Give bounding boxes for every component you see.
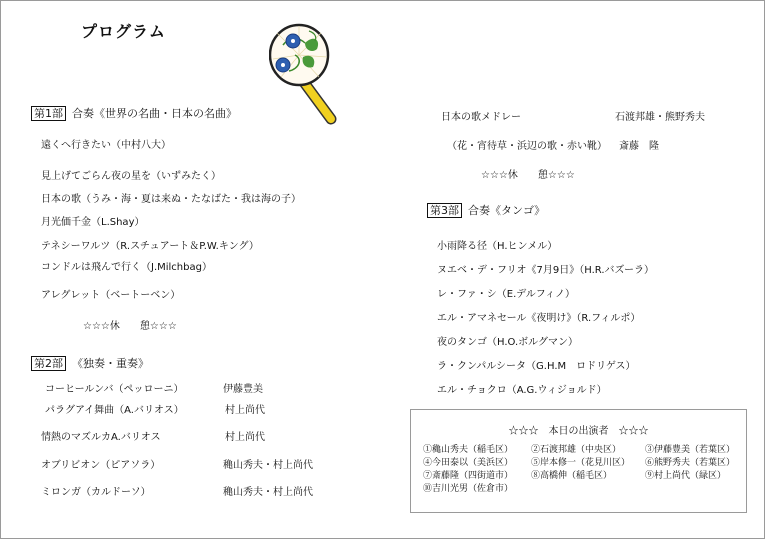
part1-title: 合奏《世界の名曲・日本の名曲》 <box>72 107 237 120</box>
performer-entry: ④今田泰以（美浜区） <box>423 458 514 468</box>
performer-entry: ⑥熊野秀夫（若葉区） <box>645 458 736 468</box>
part1-item: 見上げてごらん夜の星を（いずみたく） <box>41 171 221 182</box>
part2-piece: ミロンガ（カルドーソ） <box>41 487 151 498</box>
intermission-2: ☆☆☆休 憩☆☆☆ <box>481 170 575 181</box>
part3-item: 夜のタンゴ（H.O.ボルグマン） <box>437 337 578 348</box>
part3-item: 小雨降る径（H.ヒンメル） <box>437 241 558 252</box>
performer-entry: ②石渡邦雄（中央区） <box>531 445 622 455</box>
part1-item: テネシーワルツ（R.スチュアート＆P.W.キング） <box>41 241 259 252</box>
part1-label: 第1部 <box>31 106 66 121</box>
part3-item: エル・アマネセール《夜明け》（R.フィルポ） <box>437 313 641 324</box>
part2-piece: 情熱のマズルカA.バリオス <box>41 432 161 443</box>
part2-label: 第2部 <box>31 356 66 371</box>
performer-entry: ⑩吉川光男（佐倉市） <box>423 484 514 494</box>
part2-heading <box>31 355 149 371</box>
part2-performer: 伊藤豊美 <box>223 384 263 395</box>
performers-box <box>410 409 747 513</box>
part3-item: エル・チョクロ（A.G.ウィジョルド） <box>437 385 607 396</box>
medley-songs: （花・宵待草・浜辺の歌・赤い靴） <box>447 141 607 152</box>
part2-performer: 穐山秀夫・村上尚代 <box>223 487 313 498</box>
part2-piece: コーヒールンバ（ペッローニ） <box>45 384 184 395</box>
medley-title: 日本の歌メドレー <box>441 112 521 123</box>
performer-entry: ⑦斎藤隆（四街道市） <box>423 471 514 481</box>
medley-arranger: 斎藤 隆 <box>619 141 659 152</box>
part1-item: 月光価千金（L.Shay） <box>41 217 145 228</box>
part3-title: 合奏《タンゴ》 <box>468 204 546 217</box>
performers-list <box>423 444 741 495</box>
part3-item: ヌエベ・デ・フリオ《7月9日》（H.R.バズーラ） <box>437 265 655 276</box>
part3-item: ラ・クンパルシータ（G.H.M ロドリゲス） <box>437 361 636 372</box>
part2-performer: 村上尚代 <box>225 405 265 416</box>
part1-item: アレグレット（ベートーベン） <box>41 290 181 301</box>
part1-heading <box>31 105 237 121</box>
performer-entry: ①穐山秀夫（稲毛区） <box>423 445 514 455</box>
part2-piece: パラグアイ舞曲（A.バリオス） <box>45 405 184 416</box>
part3-label: 第3部 <box>427 203 462 218</box>
page-title: プログラム <box>81 22 166 41</box>
part2-piece: オブリビオン（ピアソラ） <box>41 460 161 471</box>
performer-entry: ⑨村上尚代（緑区） <box>645 471 727 481</box>
part2-performer: 村上尚代 <box>225 432 265 443</box>
part1-item: 日本の歌（うみ・海・夏は来ぬ・たなばた・我は海の子） <box>41 194 301 205</box>
performer-entry: ⑤岸本修一（花見川区） <box>531 458 631 468</box>
performers-heading: ☆☆☆ 本日の出演者 ☆☆☆ <box>508 426 649 437</box>
part2-performer: 穐山秀夫・村上尚代 <box>223 460 313 471</box>
intermission-1: ☆☆☆休 憩☆☆☆ <box>83 321 177 332</box>
performer-entry: ③伊藤豊美（若葉区） <box>645 445 736 455</box>
medley-arrangers: 石渡邦雄・熊野秀夫 <box>615 112 705 123</box>
part3-item: レ・ファ・シ（E.デルフィノ） <box>437 289 575 300</box>
uchiwa-fan-icon <box>269 23 347 129</box>
performer-entry: ⑧高橋伸（稲毛区） <box>531 471 613 481</box>
part2-title: 《独奏・重奏》 <box>72 357 149 370</box>
part1-item: コンドルは飛んで行く（J.Milchbag） <box>41 262 212 273</box>
part1-item: 遠くへ行きたい（中村八大） <box>41 140 171 151</box>
part3-heading <box>427 202 545 218</box>
